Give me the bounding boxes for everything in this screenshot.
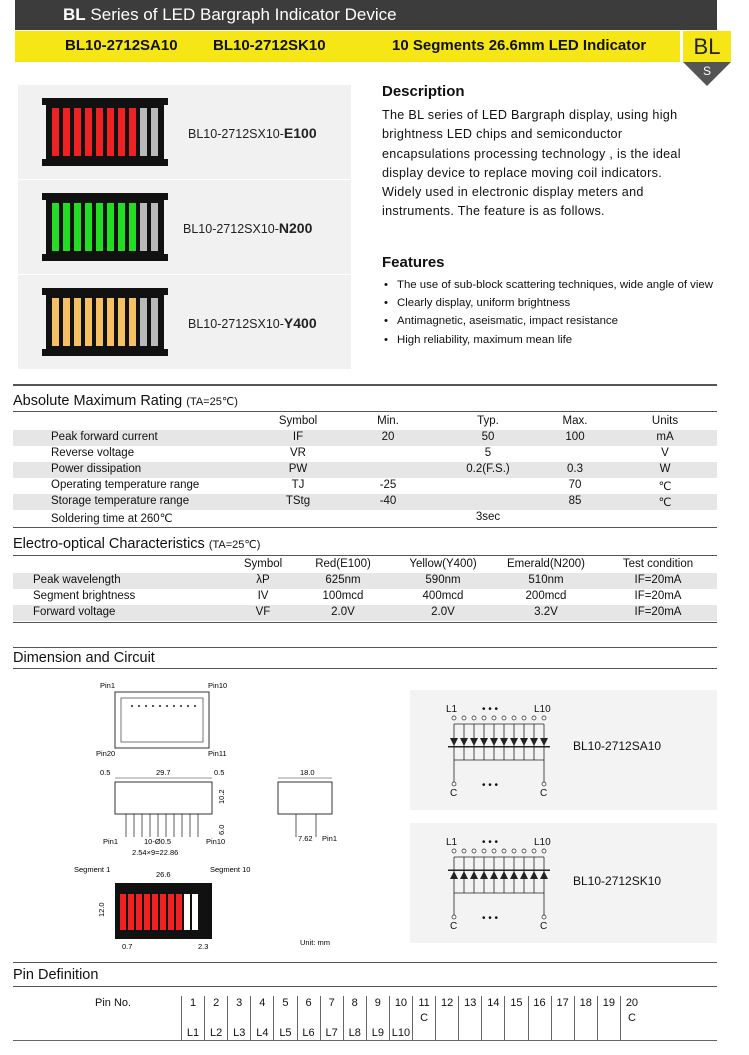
pin-cell: 4 — [250, 996, 273, 1011]
product-yellow — [18, 275, 351, 369]
led-segment — [140, 108, 147, 156]
dim-05-left: 0.5 — [100, 768, 111, 777]
circuit-l1: L1 — [446, 837, 458, 848]
led-segment — [96, 203, 103, 251]
segment1-label: Segment 1 — [74, 865, 111, 874]
led-segment — [118, 203, 125, 251]
pin-cell: C — [412, 1011, 435, 1026]
pin-cell — [551, 1011, 574, 1026]
description-text: The BL series of LED Bargraph display, using high brightness LED chips and semiconductor encapsulations processing technology , is the ideal display device to replace moving coil indicators. Widely used in electronic display meters and instruments. The feature is as follows. — [382, 108, 681, 219]
led-segment — [107, 298, 114, 346]
circuit-terminals — [452, 849, 546, 919]
circuit-diodes — [448, 870, 550, 880]
led-segment — [74, 298, 81, 346]
led-segment — [96, 298, 103, 346]
pin-cell — [528, 1026, 551, 1041]
pin-cell — [597, 1026, 620, 1041]
pin-cell: 16 — [528, 996, 551, 1011]
pin-cell — [389, 1011, 412, 1026]
pin-cell: 20 — [620, 996, 643, 1011]
led-segment — [85, 203, 92, 251]
bargraph-lip — [42, 288, 168, 295]
bargraph-lip — [42, 159, 168, 166]
pin-cell: 8 — [343, 996, 366, 1011]
pin-cell — [597, 1011, 620, 1026]
section-rule — [13, 622, 717, 623]
pin-cell: L4 — [250, 1026, 273, 1041]
pin-no-label: Pin No. — [95, 997, 132, 1009]
pin-cell — [204, 1011, 227, 1026]
bargraph-lip — [42, 254, 168, 261]
product-red — [18, 85, 351, 179]
pin-cell: 15 — [504, 996, 527, 1011]
led-segment — [140, 203, 147, 251]
unit-label: Unit: mm — [300, 938, 330, 947]
title-text: Series of LED Bargraph Indicator Device — [85, 5, 397, 24]
dim-span: 2.54×9=22.86 — [132, 848, 179, 857]
pin-cell: L9 — [366, 1026, 389, 1041]
led-segment — [63, 298, 70, 346]
pin-cell — [551, 1026, 574, 1041]
bargraph-lip — [42, 98, 168, 105]
led-segment — [118, 108, 125, 156]
circuit-sk10-panel — [410, 823, 717, 943]
section-rule — [13, 986, 717, 987]
pin-cell — [435, 1011, 458, 1026]
led-segment — [107, 203, 114, 251]
circuit-l10: L10 — [534, 837, 551, 848]
title-bar — [15, 0, 717, 30]
pin-cell: L7 — [320, 1026, 343, 1041]
pin-cell: 7 — [320, 996, 343, 1011]
led-segment — [151, 298, 158, 346]
led-segment — [118, 298, 125, 346]
pin-cell: 5 — [273, 996, 296, 1011]
dim-60: 6.0 — [217, 824, 226, 835]
feature-item: • Antimagnetic, aseismatic, impact resistance — [384, 312, 714, 330]
section-rule — [13, 647, 717, 648]
end-view-body — [278, 782, 332, 814]
product-label: BL10-2712SX10-N200 — [183, 220, 313, 236]
table-row: Storage temperature range TStg -40 85 ℃ — [13, 494, 717, 510]
pin-l-row — [13, 1026, 717, 1041]
led-segment — [52, 298, 59, 346]
end-pin1-label: Pin1 — [322, 834, 338, 843]
circuit-c-right: C — [540, 921, 548, 932]
led-segment — [151, 203, 158, 251]
pin1-label: Pin1 — [100, 681, 116, 690]
led-segment — [63, 203, 70, 251]
side-pin10-label: Pin10 — [206, 837, 226, 846]
description-heading: Description — [382, 83, 465, 100]
table-row: Segment brightness IV 100mcd 400mcd 200mcd IF=20mA — [33, 590, 682, 602]
circuit-c-right: C — [540, 788, 548, 799]
pin-cell: 10 — [389, 996, 412, 1011]
pin-number-row — [13, 996, 717, 1011]
table-row: Reverse voltage VR 5 V — [51, 447, 669, 459]
pin-cell: L10 — [389, 1026, 412, 1041]
circuit-wires — [454, 724, 544, 782]
pin-cell — [435, 1026, 458, 1041]
pin-cell: L1 — [181, 1026, 204, 1041]
side-pin1-label: Pin1 — [103, 837, 119, 846]
circuit-sk10-diagram — [410, 823, 717, 943]
top-view-inner — [121, 698, 203, 742]
pin-cell — [620, 1026, 643, 1041]
electro-header-row: Symbol Red(E100) Yellow(Y400) Emerald(N200) Test condition — [243, 558, 694, 570]
pin-cell — [227, 1011, 250, 1026]
led-segment — [151, 108, 158, 156]
led-segment — [52, 203, 59, 251]
feature-item: • High reliability, maximum mean life — [384, 331, 714, 349]
pin-cell — [343, 1011, 366, 1026]
circuit-c-dots: • • • — [482, 780, 499, 791]
pin-cell — [481, 1011, 504, 1026]
pin-cell — [528, 1011, 551, 1026]
pin20-label: Pin20 — [96, 749, 116, 758]
circuit-terminals — [452, 716, 546, 786]
electro-heading: Electro-optical Characteristics (TA=25℃) — [13, 536, 261, 552]
top-view-pins — [131, 705, 196, 707]
pin-def-heading: Pin Definition — [13, 967, 99, 983]
led-segment — [129, 298, 136, 346]
section-rule — [13, 527, 717, 528]
table-row: Operating temperature range TJ -25 70 ℃ — [51, 479, 672, 493]
pin-cell — [574, 1011, 597, 1026]
pin-cell — [458, 1026, 481, 1041]
pin-cell — [250, 1011, 273, 1026]
pin11-label: Pin11 — [208, 749, 227, 758]
side-view-body — [115, 782, 212, 814]
pin-cell — [504, 1026, 527, 1041]
bargraph-red — [46, 98, 164, 166]
section-rule — [13, 411, 717, 412]
feature-item: • Clearly display, uniform brightness — [384, 294, 714, 312]
led-segment — [74, 108, 81, 156]
model-a: BL10-2712SA10 — [65, 37, 178, 54]
pin-cell: L8 — [343, 1026, 366, 1041]
pin-cell: C — [620, 1011, 643, 1026]
pin-cell — [366, 1011, 389, 1026]
pin-cell: L2 — [204, 1026, 227, 1041]
bargraph-yellow — [46, 288, 164, 356]
features-list — [384, 276, 714, 349]
bargraph-lip — [42, 193, 168, 200]
dim-266: 26.6 — [156, 870, 171, 879]
circuit-c-dots: • • • — [482, 913, 499, 924]
pin-cell — [297, 1011, 320, 1026]
dim-120: 12.0 — [97, 902, 106, 917]
product-label: BL10-2712SX10-Y400 — [188, 315, 317, 331]
circuit-dots: • • • — [482, 837, 499, 848]
pin-cell — [504, 1011, 527, 1026]
section-rule — [13, 555, 717, 556]
pin-cell — [181, 1011, 204, 1026]
pin-cell: 11 — [412, 996, 435, 1011]
pin-cell: 1 — [181, 996, 204, 1011]
pin-cell: 13 — [458, 996, 481, 1011]
led-segment — [96, 108, 103, 156]
led-segment — [74, 203, 81, 251]
pin-cell — [320, 1011, 343, 1026]
circuit-model-name: BL10-2712SA10 — [573, 739, 662, 753]
dim-180: 18.0 — [300, 768, 315, 777]
side-view-leads — [126, 814, 198, 837]
pin-cell: L3 — [227, 1026, 250, 1041]
series-badge: BL — [683, 31, 731, 62]
badge-sub: S — [702, 64, 711, 78]
circuit-wires — [454, 857, 544, 915]
pin-cell — [273, 1011, 296, 1026]
pin-cell: L6 — [297, 1026, 320, 1041]
circuit-model-name: BL10-2712SK10 — [573, 874, 662, 888]
led-segment — [85, 298, 92, 346]
pin-cell — [412, 1026, 435, 1041]
pin-cell: 17 — [551, 996, 574, 1011]
dim-102: 10.2 — [217, 789, 226, 804]
led-segment — [140, 298, 147, 346]
pin-cell — [481, 1026, 504, 1041]
dimension-drawing — [60, 675, 380, 955]
model-b: BL10-2712SK10 — [213, 37, 326, 54]
dim-762: 7.62 — [298, 834, 313, 843]
pin-cell — [574, 1026, 597, 1041]
title-series: BL — [63, 5, 86, 24]
features-heading: Features — [382, 254, 445, 271]
led-segment — [129, 108, 136, 156]
feature-item: • The use of sub-block scattering techniques, wide angle of view — [384, 276, 714, 294]
dim-07: 0.7 — [122, 942, 133, 951]
abs-max-header-row: Symbol Min. Typ. Max. Units — [278, 415, 679, 427]
abs-max-heading: Absolute Maximum Rating (TA=25℃) — [13, 393, 238, 409]
pin-cell: 18 — [574, 996, 597, 1011]
bargraph-green — [46, 193, 164, 261]
led-segment — [129, 203, 136, 251]
pin-cell: L5 — [273, 1026, 296, 1041]
circuit-dots: • • • — [482, 704, 499, 715]
led-segment — [63, 108, 70, 156]
table-row: Peak forward current IF 20 50 100 mA — [13, 430, 717, 446]
dim-297: 29.7 — [156, 768, 171, 777]
table-row: Soldering time at 260℃ 3sec — [51, 511, 501, 525]
dim-23: 2.3 — [198, 942, 209, 951]
pin-cell — [458, 1011, 481, 1026]
section-rule — [13, 668, 717, 669]
circuit-l1: L1 — [446, 704, 458, 715]
tagline: 10 Segments 26.6mm LED Indicator — [392, 37, 647, 54]
circuit-sa10-panel — [410, 690, 717, 810]
pin-cell: 14 — [481, 996, 504, 1011]
dimension-heading: Dimension and Circuit — [13, 650, 155, 666]
section-rule — [13, 384, 717, 386]
product-green — [18, 180, 351, 274]
table-row: Forward voltage VF 2.0V 2.0V 3.2V IF=20mA — [13, 605, 717, 621]
dim-pitch: 10-Ø0.5 — [144, 837, 172, 846]
pin10-label: Pin10 — [208, 681, 228, 690]
segment10-label: Segment 10 — [210, 865, 251, 874]
circuit-l10: L10 — [534, 704, 551, 715]
pin-cell: 9 — [366, 996, 389, 1011]
model-bar — [15, 31, 680, 62]
pin-cell: 19 — [597, 996, 620, 1011]
table-row: Power dissipation PW 0.2(F.S.) 0.3 W — [13, 462, 717, 478]
product-label: BL10-2712SX10-E100 — [188, 125, 317, 141]
bargraph-lip — [42, 349, 168, 356]
pin-c-row — [13, 1011, 717, 1026]
pin-cell: 2 — [204, 996, 227, 1011]
circuit-c-left: C — [450, 921, 458, 932]
section-rule — [13, 962, 717, 963]
led-segment — [52, 108, 59, 156]
pin-cell: 12 — [435, 996, 458, 1011]
circuit-sa10-diagram — [410, 690, 717, 810]
top-view-outline — [115, 692, 209, 748]
pin-cell: 3 — [227, 996, 250, 1011]
dim-05-right: 0.5 — [214, 768, 225, 777]
circuit-c-left: C — [450, 788, 458, 799]
pin-cell: 6 — [297, 996, 320, 1011]
led-segment — [107, 108, 114, 156]
table-row: Peak wavelength λP 625nm 590nm 510nm IF=20mA — [13, 573, 717, 589]
circuit-diodes — [448, 738, 550, 748]
led-segment — [85, 108, 92, 156]
